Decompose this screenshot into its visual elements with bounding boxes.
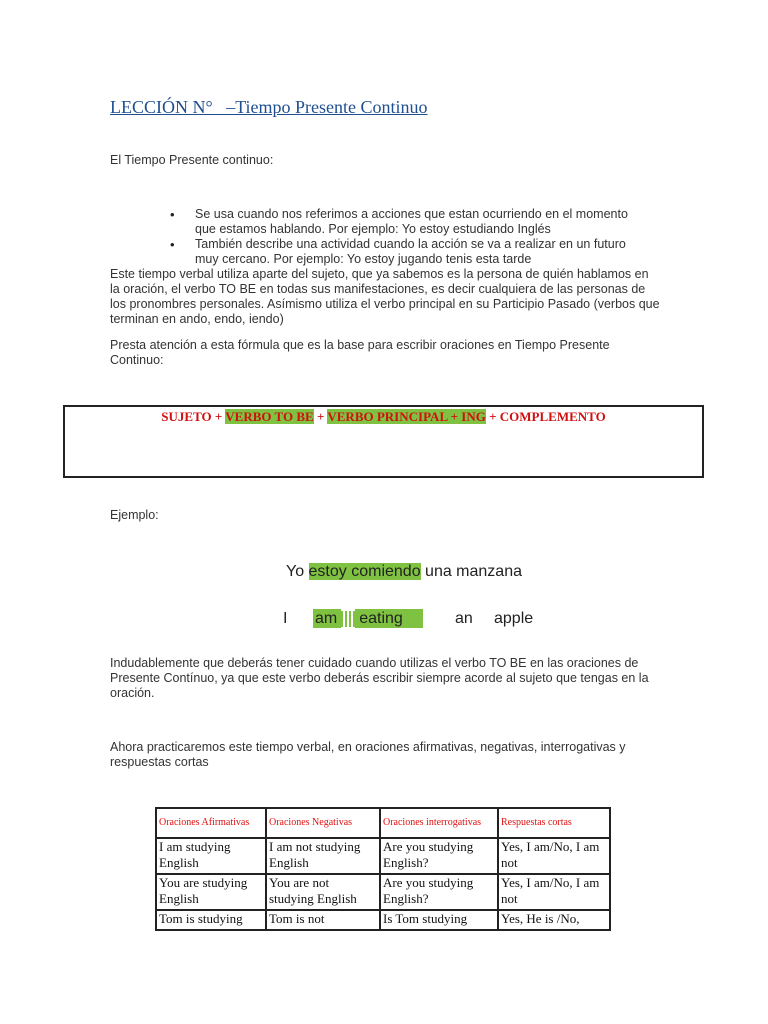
table-cell: Tom is not — [266, 910, 380, 930]
example-word-am: am — [313, 609, 341, 628]
table-cell: Is Tom studying — [380, 910, 498, 930]
page-title: LECCIÓN N° –Tiempo Presente Continuo — [110, 97, 428, 117]
table-cell: Tom is studying — [156, 910, 266, 930]
table-cell: Are you studying English? — [380, 838, 498, 874]
header-afirmativas: Oraciones Afirmativas — [156, 808, 266, 838]
example-word-apple: apple — [494, 610, 534, 627]
formula-plus: + — [313, 409, 328, 424]
table-cell: Yes, He is /No, — [498, 910, 610, 930]
example-spanish-start: Yo — [285, 563, 309, 580]
example-spanish-highlight: estoy comiendo — [308, 563, 421, 580]
formula-box — [63, 405, 704, 478]
header-interrogativas: Oraciones interrogativas — [380, 808, 498, 838]
table-cell: Yes, I am/No, I am not — [498, 874, 610, 910]
example-word-i: I — [283, 610, 288, 627]
formula-complement: + COMPLEMENTO — [485, 409, 606, 424]
list-item: • Se usa cuando nos referimos a acciones que estan ocurriendo en el momento que estamos hablando. Por ejemplo: Yo estoy estudiando Inglés — [170, 207, 640, 237]
paragraph-warning: Indudablemente que deberás tener cuidado cuando utilizas el verbo TO BE en las oraciones de Presente Contínuo, ya que este verbo deberás escribir siempre acorde al sujeto que tengas en la oración. — [110, 656, 649, 700]
table-row — [156, 874, 610, 910]
highlight-gap — [341, 611, 355, 627]
paragraph-practice: Ahora practicaremos este tiempo verbal, en oraciones afirmativas, negativas, interrogativas y respuestas cortas — [110, 740, 626, 769]
table-row — [156, 838, 610, 874]
header-respuestas: Respuestas cortas — [498, 808, 610, 838]
table-row — [156, 910, 610, 930]
example-word-an: an — [455, 610, 473, 627]
bullet-list — [170, 207, 640, 267]
table-cell: You are studying English — [156, 874, 266, 910]
example-word-eating: eating — [355, 609, 423, 628]
formula-subject: SUJETO + — [161, 409, 226, 424]
table-cell: Yes, I am/No, I am not — [498, 838, 610, 874]
table-header-row — [156, 808, 610, 838]
paragraph-formula-intro: Presta atención a esta fórmula que es la base para escribir oraciones en Tiempo Presente Continuo: — [110, 338, 610, 367]
example-spanish-end: una manzana — [420, 563, 522, 580]
practice-table — [155, 807, 611, 931]
example-highlight — [313, 610, 423, 628]
intro-text: El Tiempo Presente continuo: — [110, 153, 274, 167]
formula-main-verb: VERBO PRINCIPAL + ING — [327, 409, 486, 424]
formula-verb-to-be: VERBO TO BE — [225, 409, 314, 424]
example-spanish — [0, 563, 768, 581]
table-cell: Are you studying English? — [380, 874, 498, 910]
paragraph-explanation: Este tiempo verbal utiliza aparte del sujeto, que ya sabemos es la persona de quién hablamos en la oración, el verbo TO BE en todas sus manifestaciones, es decir cualquiera de las personas de los pronombres personales. Asímismo utiliza el verbo principal en su Participio Pasado (verbos que terminan en ando, endo, iendo) — [110, 267, 660, 326]
formula — [65, 409, 702, 425]
example-label: Ejemplo: — [110, 508, 159, 522]
header-negativas: Oraciones Negativas — [266, 808, 380, 838]
table-cell: I am studying English — [156, 838, 266, 874]
list-item: • También describe una actividad cuando la acción se va a realizar en un futuro muy cercano. Por ejemplo: Yo estoy jugando tenis esta tarde — [170, 237, 640, 267]
table-cell: You are not studying English — [266, 874, 380, 910]
table-cell: I am not studying English — [266, 838, 380, 874]
